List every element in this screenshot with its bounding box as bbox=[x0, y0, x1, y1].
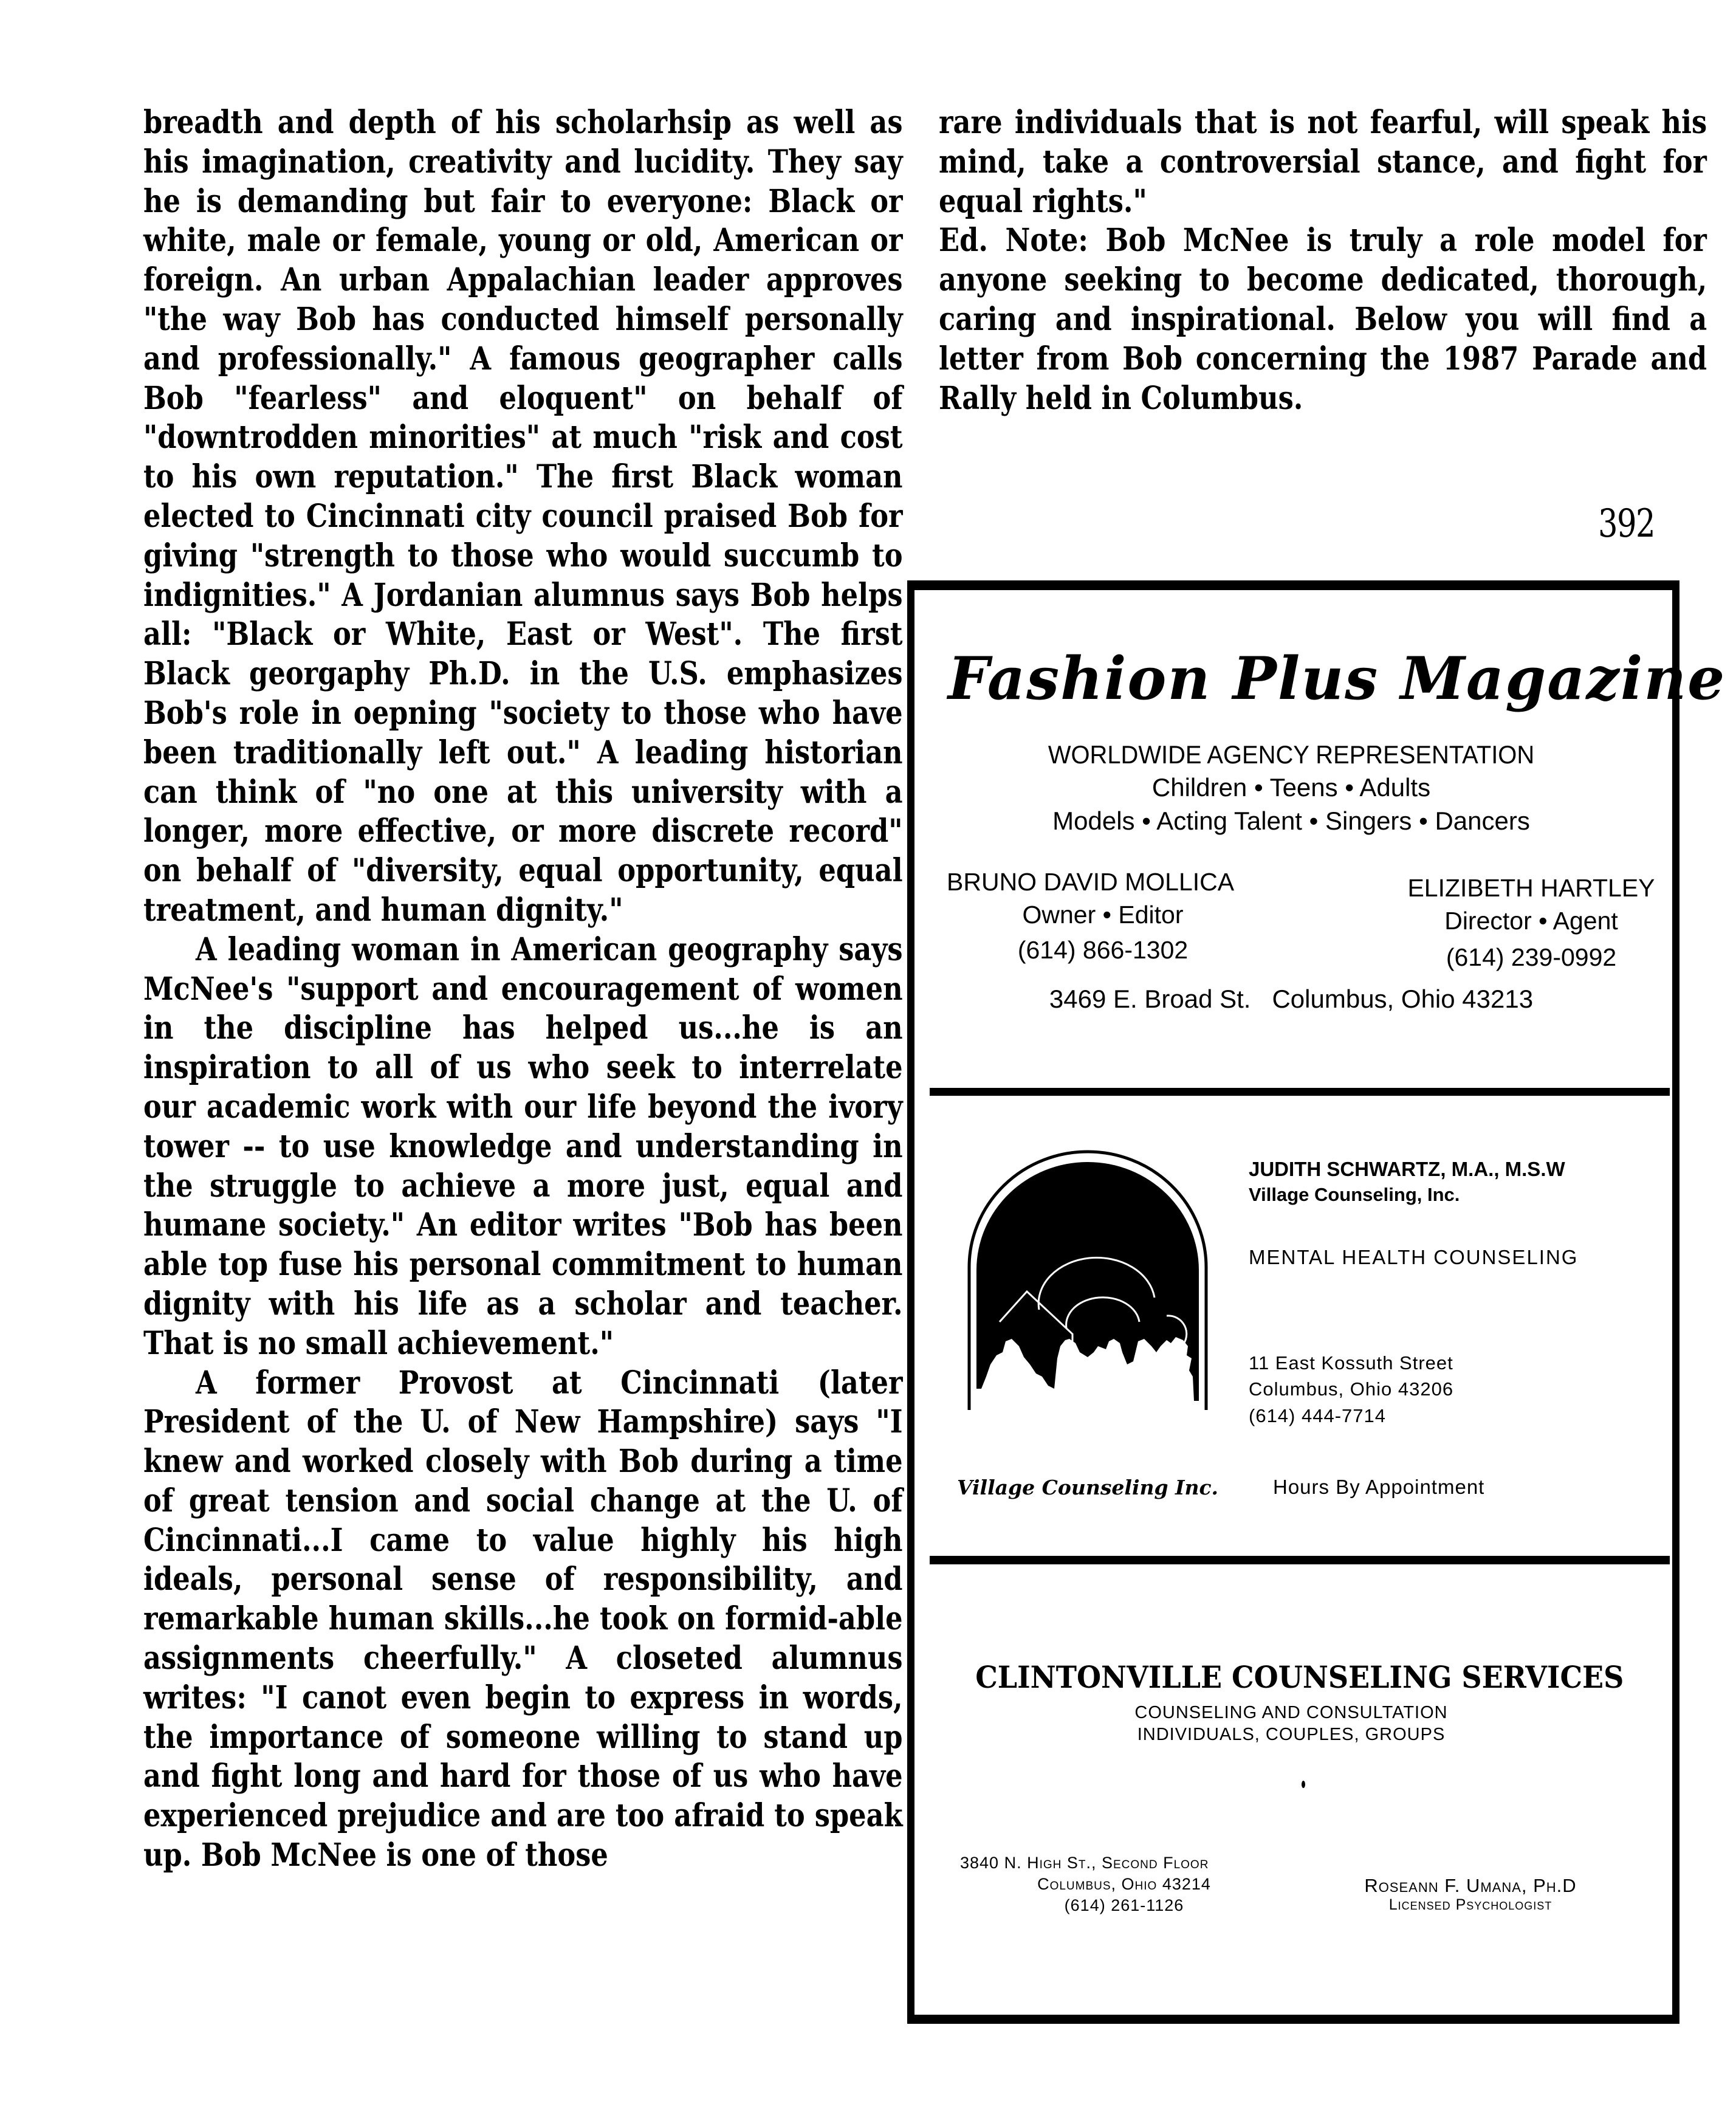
article-paragraph: breadth and depth of his scholarhsip as well as his imagination, creativity and lucidity. They say he is demanding but fair to everyone: Black or white, male or female, young or old, American or foreign. An urban Appalachian leader approves "the way Bob has conducted himself personally and professionally." A famous geographer calls Bob "fearless" and eloquent" on behalf of "downtrodden minorities" at much "risk and cost to his own reputation." The first Black woman elected to Cincinnati city council praised Bob for giving "strength to those who would succumb to indignities." A Jordanian alumnus says Bob helps all: "Black or White, East or West". The first Black georgaphy Ph.D. in the U.S. emphasizes Bob's role in oepning "society to those who have been traditionally left out." A leading historian can think of "no one at this university with a longer, more effective, or more discrete record" on behalf of "diversity, equal opportunity, equal treatment, and human dignity." bbox=[143, 104, 903, 929]
clintonville-phone: (614) 261-1126 bbox=[1064, 1896, 1184, 1914]
contact-right-role: Director • Agent bbox=[1444, 907, 1618, 935]
village-counseling-logo-icon bbox=[963, 1146, 1212, 1410]
print-speck bbox=[1302, 1781, 1305, 1788]
logo-caption: Village Counseling Inc. bbox=[957, 1476, 1219, 1499]
contact-left-role: Owner • Editor bbox=[1022, 901, 1184, 929]
fashion-plus-title: Fashion Plus Magazine bbox=[948, 644, 1726, 713]
contact-right-phone: (614) 239-0992 bbox=[1446, 943, 1617, 971]
clintonville-subtitle: INDIVIDUALS, COUPLES, GROUPS bbox=[1137, 1725, 1446, 1744]
article-paragraph: A leading woman in American geography says McNee's "support and encouragement of women in the discipline has helped us...he is an inspiration to all of us who seek to interrelate our academic work with our life beyond the ivory tower -- to use knowledge and understanding in the struggle to achieve a more just, equal and humane society." An editor writes "Bob has been able top fuse his personal commitment to human dignity with his life as a scholar and teacher. That is no small achievement." bbox=[143, 930, 903, 1362]
contact-right-name: ELIZIBETH HARTLEY bbox=[1407, 874, 1655, 902]
fashion-plus-services: Models • Acting Talent • Singers • Dancers bbox=[1052, 806, 1530, 835]
article-paragraph: rare individuals that is not fearful, will speak his mind, take a controversial stance, and fight for equal rights." bbox=[939, 104, 1707, 220]
clintonville-psychologist: Roseann F. Umana, Ph.D bbox=[1364, 1875, 1577, 1896]
clintonville-address-line1: 3840 N. High St., Second Floor bbox=[960, 1854, 1209, 1872]
fashion-plus-tagline: WORLDWIDE AGENCY REPRESENTATION bbox=[1048, 740, 1535, 769]
ad-divider bbox=[930, 1556, 1670, 1564]
article-left-column bbox=[143, 103, 903, 1876]
counseling-hours: Hours By Appointment bbox=[1273, 1476, 1485, 1498]
counseling-service: MENTAL HEALTH COUNSELING bbox=[1249, 1246, 1579, 1268]
clintonville-address-line2: Columbus, Ohio 43214 bbox=[1037, 1875, 1211, 1893]
clintonville-psychologist-title: Licensed Psychologist bbox=[1388, 1896, 1552, 1913]
counseling-phone: (614) 444-7714 bbox=[1249, 1405, 1386, 1426]
clintonville-subtitle: COUNSELING AND CONSULTATION bbox=[1134, 1703, 1448, 1722]
counseling-address-line1: 11 East Kossuth Street bbox=[1249, 1352, 1453, 1374]
contact-left-name: BRUNO DAVID MOLLICA bbox=[947, 868, 1235, 896]
counseling-company: Village Counseling, Inc. bbox=[1249, 1184, 1460, 1205]
editor-note: Ed. Note: Bob McNee is truly a role model for anyone seeking to become dedicated, thorough, caring and inspirational. Below you will find a letter from Bob concerning the 1987 Parade and Rally held in Columbus. bbox=[939, 222, 1707, 417]
page-number: 392 bbox=[1598, 501, 1655, 546]
contact-left-phone: (614) 866-1302 bbox=[1017, 936, 1189, 964]
article-right-column bbox=[939, 103, 1707, 418]
article-paragraph: A former Provost at Cincinnati (later President of the U. of New Hampshire) says "I knew and worked closely with Bob during a time of great tension and social change at the U. of Cincinnati...I came to value highly his high ideals, personal sense of responsibility, and remarkable human skills...he took on formid-able assignments cheerfully." A closeted alumnus writes: "I canot even begin to express in words, the importance of someone willing to stand up and fight long and hard for those of us who have experienced prejudice and are too afraid to speak up. Bob McNee is one of those bbox=[143, 1364, 903, 1874]
ad-divider bbox=[930, 1088, 1670, 1096]
counselor-name: JUDITH SCHWARTZ, M.A., M.S.W bbox=[1249, 1158, 1565, 1180]
counseling-address-line2: Columbus, Ohio 43206 bbox=[1249, 1378, 1454, 1400]
clintonville-title: CLINTONVILLE COUNSELING SERVICES bbox=[975, 1659, 1624, 1695]
fashion-plus-address: 3469 E. Broad St. Columbus, Ohio 43213 bbox=[1049, 985, 1534, 1013]
fashion-plus-audience: Children • Teens • Adults bbox=[1151, 773, 1431, 802]
